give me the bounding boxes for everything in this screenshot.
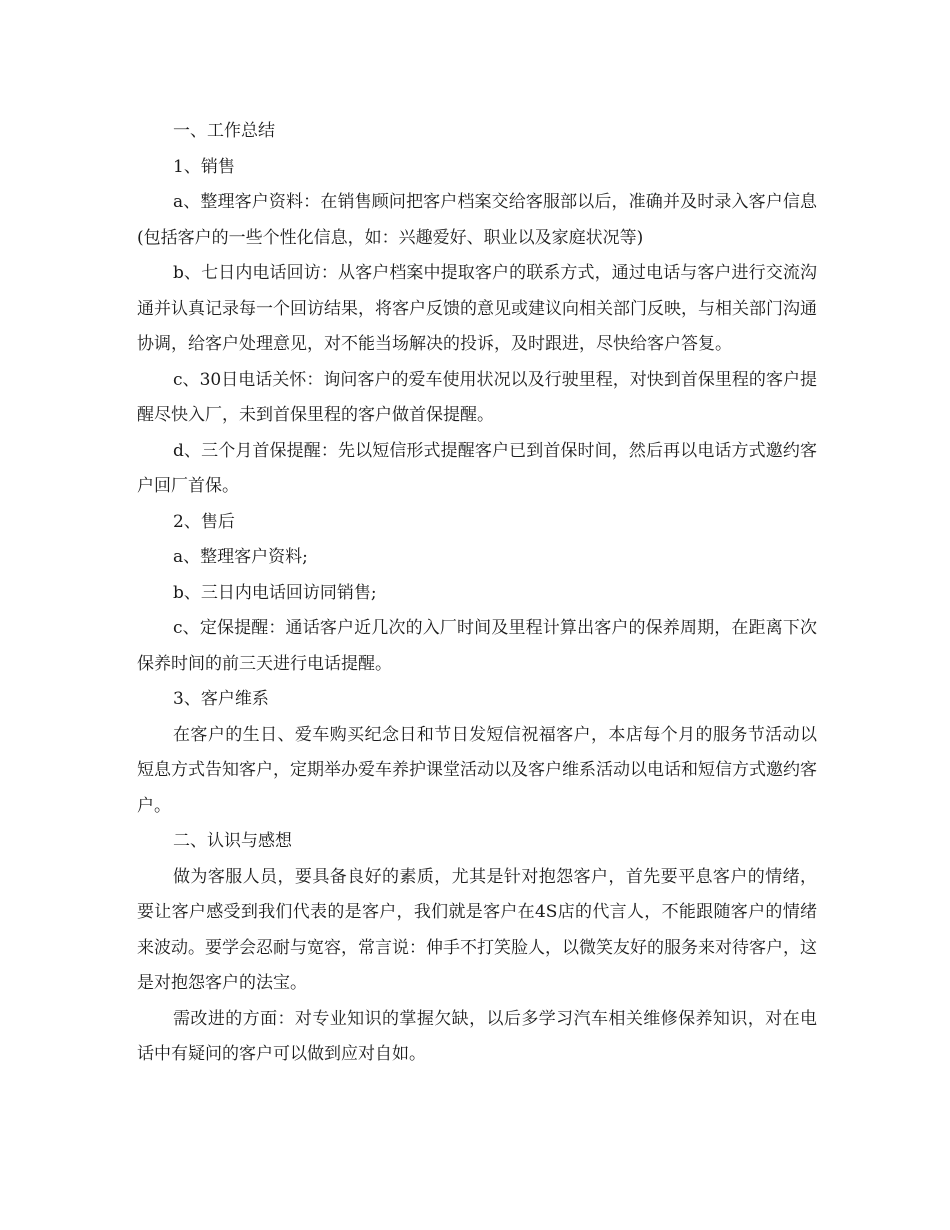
subsection-heading-sales: 1、销售	[173, 156, 235, 177]
section-heading-work-summary: 一、工作总结	[173, 121, 275, 141]
paragraph-sales-c: c、30日电话关怀：询问客户的爱车使用状况以及行驶里程，对快到首保里程的客户提醒尽快入厂，未到首保里程的客户做首保提醒。	[137, 369, 817, 425]
paragraph-after-sales-b: b、三日内电话回访同销售;	[173, 582, 377, 603]
paragraph-sales-d: d、三个月首保提醒：先以短信形式提醒客户已到首保时间，然后再以电话方式邀约客户回厂首保。	[137, 440, 817, 496]
document-body	[137, 114, 817, 1073]
section-heading-reflections: 二、认识与感想	[173, 831, 292, 851]
subsection-heading-customer-retention: 3、客户维系	[173, 689, 269, 709]
paragraph-after-sales-c: c、定保提醒：通话客户近几次的入厂时间及里程计算出客户的保养周期，在距离下次保养时间的前三天进行电话提醒。	[137, 618, 817, 674]
paragraph-after-sales-a: a、整理客户资料;	[173, 547, 308, 567]
paragraph-sales-b: b、七日内电话回访：从客户档案中提取客户的联系方式，通过电话与客户进行交流沟通并认真记录每一个回访结果，将客户反馈的意见或建议向相关部门反映，与相关部门沟通协调，给客户处理意见，对不能当场解决的投诉，及时跟进，尽快给客户答复。	[137, 263, 817, 354]
paragraph-customer-retention: 在客户的生日、爱车购买纪念日和节日发短信祝福客户，本店每个月的服务节活动以短息方式告知客户，定期举办爱车养护课堂活动以及客户维系活动以电话和短信方式邀约客户。	[137, 724, 817, 816]
paragraph-improvements: 需改进的方面：对专业知识的掌握欠缺，以后多学习汽车相关维修保养知识，对在电话中有疑问的客户可以做到应对自如。	[137, 1008, 817, 1064]
paragraph-reflections: 做为客服人员，要具备良好的素质，尤其是针对抱怨客户，首先要平息客户的情绪，要让客户感受到我们代表的是客户，我们就是客户在4S店的代言人，不能跟随客户的情绪来波动。要学会忍耐与宽容，常言说：伸手不打笑脸人，以微笑友好的服务来对待客户，这是对抱怨客户的法宝。	[137, 866, 817, 993]
subsection-heading-after-sales: 2、售后	[173, 511, 235, 532]
paragraph-sales-a: a、整理客户资料：在销售顾问把客户档案交给客服部以后，准确并及时录入客户信息(包括客户的一些个性化信息，如：兴趣爱好、职业以及家庭状况等)	[137, 192, 817, 248]
